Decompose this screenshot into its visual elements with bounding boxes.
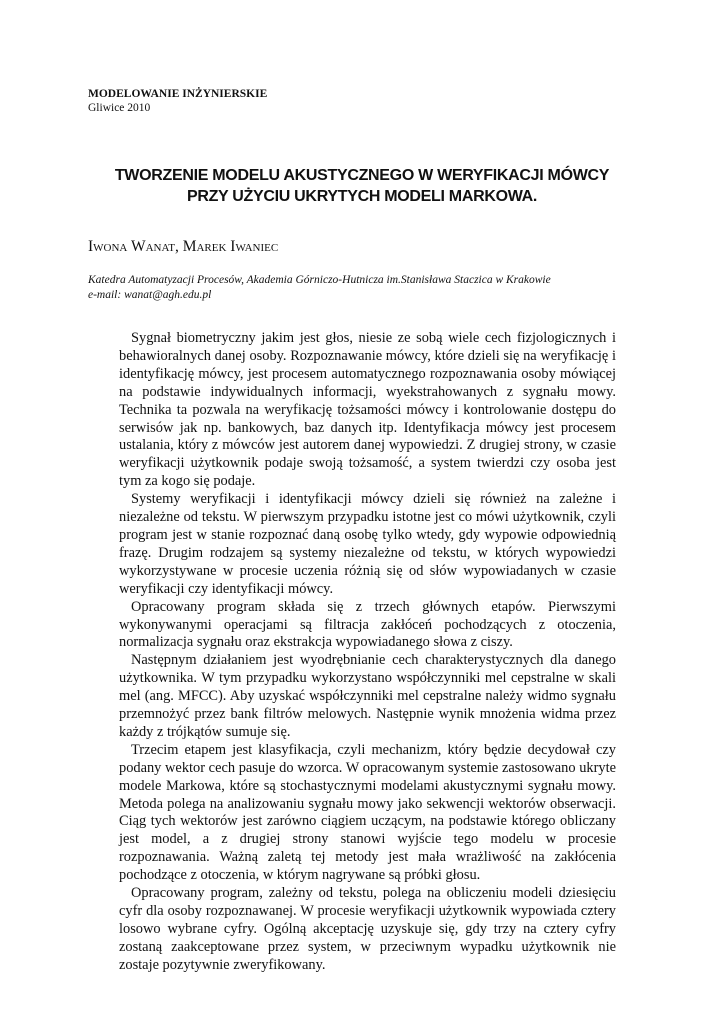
paragraph: Systemy weryfikacji i identyfikacji mówcy dzieli się również na zależne i niezależne od tekstu. W pierwszym przypadku istotne jest co mówi użytkownik, czyli program jest w stanie rozpoznać daną osobę tylko wtedy, gdy wypowie odpowiednią frazę. Drugim rodzajem są systemy niezależne od tekstu, w których wypowiedzi wykorzystywane w procesie uczenia różnią się od słów wypowiadanych w czasie weryfikacji czy identyfikacji mówcy.: [119, 491, 616, 597]
journal-name: MODELOWANIE INŻYNIERSKIE: [88, 88, 268, 100]
author-1: Iwona Wanat: [88, 238, 175, 255]
institution: Katedra Automatyzacji Procesów, Akademia Górniczo-Hutnicza im.Stanisława Staczica w Krakowie: [88, 274, 551, 286]
paragraph: Opracowany program, zależny od tekstu, polega na obliczeniu modeli dziesięciu cyfr dla osoby rozpoznawanej. W procesie weryfikacji użytkownik wypowiada cztery losowo wybrane cyfry. Ogólną akceptację uzyskuje się, gdy trzy na cztery cyfry zostaną zaakceptowane przez system, w przeciwnym wypadku użytkownik nie zostaje pozytywnie zweryfikowany.: [119, 885, 616, 973]
paragraph: Sygnał biometryczny jakim jest głos, niesie ze sobą wiele cech fizjologicznych i behawioralnych danej osoby. Rozpoznawanie mówcy, które dzieli się na weryfikację i identyfikację mówcy, jest procesem automatycznego rozpoznawania osoby mówiącej na podstawie indywidualnych informacji, wyekstrahowanych z sygnału mowy. Technika ta pozwala na weryfikację tożsamości mówcy i kontrolowanie dostępu do serwisów jak np. bankowych, baz danych itp. Identyfikacja mówcy jest procesem ustalania, który z mówców jest autorem danej wypowiedzi. Z drugiej strony, w czasie weryfikacji użytkownik podaje swoją tożsamość, a system twierdzi czy osoba jest tym za kogo się podaje.: [119, 330, 616, 490]
author-separator: ,: [174, 238, 183, 255]
place-year: Gliwice 2010: [88, 102, 151, 114]
author-2: Marek Iwaniec: [182, 238, 279, 255]
authors: [88, 238, 278, 256]
paper-title: [60, 165, 664, 207]
affiliation: [88, 273, 551, 303]
email: e-mail: wanat@agh.edu.pl: [88, 289, 212, 301]
paragraph: Następnym działaniem jest wyodrębnianie cech charakterystycznych dla danego użytkownika. W tym przypadku wykorzystano współczynniki mel cepstralne w skali mel (ang. MFCC). Aby uzyskać współczynniki mel cepstralne należy widmo sygnału przemnożyć przez bank filtrów melowych. Następnie wynik mnożenia widma przez każdy z trójkątów sumuje się.: [119, 652, 616, 740]
paragraph: Opracowany program składa się z trzech głównych etapów. Pierwszymi wykonywanymi operacjami są filtracja zakłóceń pochodzących z otoczenia, normalizacja sygnału oraz ekstrakcja wypowiadanego słowa z ciszy.: [119, 598, 616, 651]
title-line-1: TWORZENIE MODELU AKUSTYCZNEGO W WERYFIKACJI MÓWCY: [114, 167, 610, 184]
title-line-2: PRZY UŻYCIU UKRYTYCH MODELI MARKOWA.: [186, 188, 538, 205]
paragraph: Trzecim etapem jest klasyfikacja, czyli mechanizm, który będzie decydował czy podany wektor cech pasuje do wzorca. W opracowanym systemie zastosowano ukryte modele Markowa, które są stochastycznymi modelami akustycznymi sygnału mowy. Metoda polega na analizowaniu sygnału mowy jako sekwencji wektorów obserwacji. Ciąg tych wektorów jest zarówno ciągiem uczącym, na podstawie którego obliczany jest model, a z drugiej strony stanowi wyjście tego modelu w procesie rozpoznawania. Ważną zaletą tej metody jest mała wrażliwość na zakłócenia pochodzące z otoczenia, w którym nagrywane są próbki głosu.: [119, 741, 616, 884]
abstract-body: [119, 330, 616, 975]
